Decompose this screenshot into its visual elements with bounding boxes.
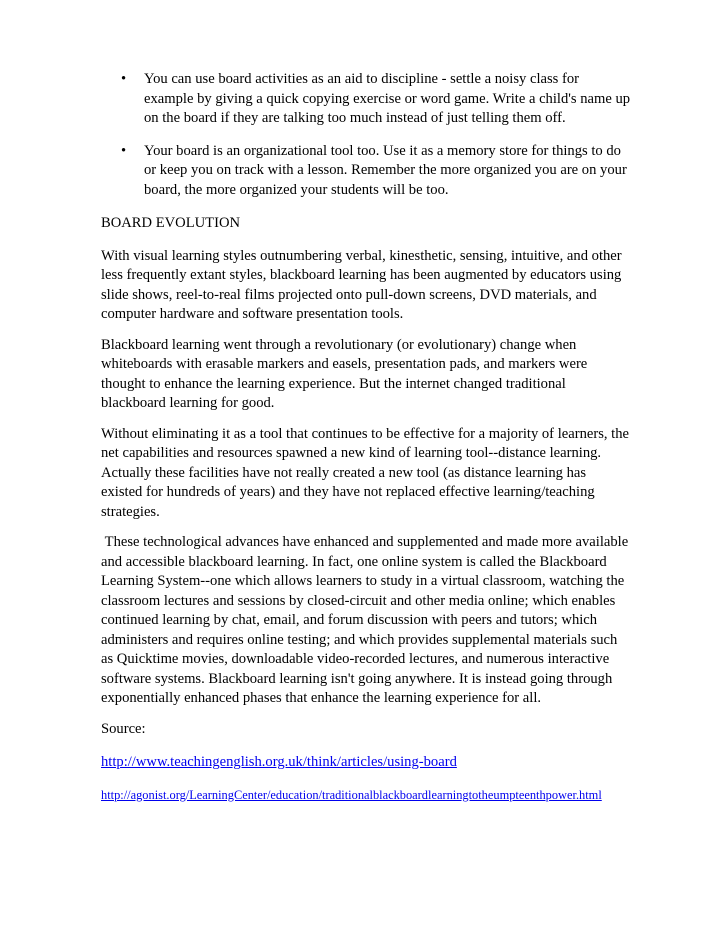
section-heading: BOARD EVOLUTION <box>101 215 241 231</box>
source-label: Source: <box>101 720 146 737</box>
bullet-text: Your board is an organizational tool too. Use it as a memory store for things to do or keep you on track with a lesson. Remember the more organized you are on your board, the more organized your students will be too. <box>144 142 627 198</box>
bullet-item <box>101 142 631 201</box>
bullet-icon: • <box>121 142 127 159</box>
bullet-icon: • <box>121 71 127 87</box>
source-link-agonist[interactable]: http://agonist.org/LearningCenter/education/traditionalblackboardlearningtotheumpteenthpower.html <box>101 787 602 802</box>
bullet-item <box>101 70 631 129</box>
paragraph: Without eliminating it as a tool that continues to be effective for a majority of learners, the net capabilities and resources spawned a new kind of learning tool--distance learning. Actually these facilities have not really created a new tool (as distance learning has existed for hundreds of years) and they have not replaced effective learning/teaching strategies. <box>101 425 630 520</box>
document-page <box>101 70 631 804</box>
paragraph: These technological advances have enhanced and supplemented and made more available and accessible blackboard learning. In fact, one online system is called the Blackboard Learning System--one which allows learners to study in a virtual classroom, watching the classroom lectures and sessions by closed-circuit and other media online; which enables continued learning by chat, email, and forum discussion with peers and tutors; which administers and requires online testing; and which provides supplemental materials such as Quicktime movies, downloadable video-recorded lectures, and numerous interactive software systems. Blackboard learning isn't going anywhere. It is instead going through exponentially enhanced phases that enhance the learning experience for all. <box>101 534 632 706</box>
bullet-list <box>101 70 631 200</box>
paragraph: With visual learning styles outnumbering verbal, kinesthetic, sensing, intuitive, and other less frequently extant styles, blackboard learning has been augmented by educators using slide shows, reel-to-real films projected onto pull-down screens, DVD materials, and computer hardware and software presentation tools. <box>101 247 622 322</box>
source-link-teachingenglish[interactable]: http://www.teachingenglish.org.uk/think/articles/using-board <box>101 754 457 770</box>
paragraph: Blackboard learning went through a revolutionary (or evolutionary) change when whiteboards with erasable markers and easels, presentation pads, and markers were thought to enhance the learning experience. But the internet changed traditional blackboard learning for good. <box>101 336 588 411</box>
bullet-text: You can use board activities as an aid to discipline - settle a noisy class for example by giving a quick copying exercise or word game. Write a child's name up on the board if they are talking too much instead of just telling them off. <box>144 71 631 126</box>
